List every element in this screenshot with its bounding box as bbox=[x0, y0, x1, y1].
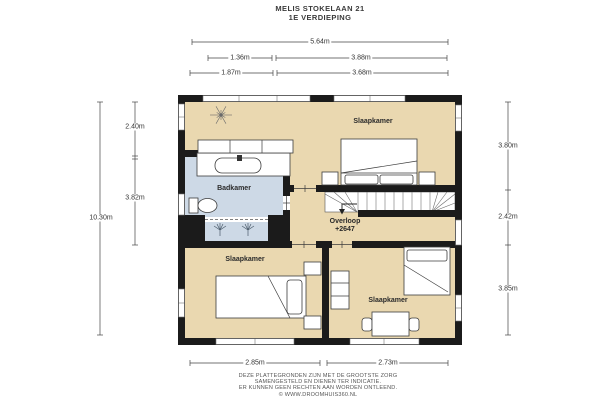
window bbox=[179, 194, 185, 215]
room-label-bedroom-top: Slaapkamer bbox=[353, 118, 393, 125]
dim-right-upper: 3.80m bbox=[498, 142, 518, 150]
dim-bottom-left: 2.85m bbox=[245, 359, 265, 367]
disclaimer-line: © WWW.DROOMHUIS360.NL bbox=[278, 391, 358, 398]
disclaimer-line: DEZE PLATTEGRONDEN ZIJN MET DE GROOTSTE ZORG bbox=[238, 373, 398, 379]
window bbox=[203, 96, 310, 102]
window bbox=[456, 105, 462, 131]
dim-right-middle: 2.42m bbox=[498, 213, 518, 221]
window bbox=[334, 96, 405, 102]
room-label-landing bbox=[330, 218, 361, 234]
room-label-bathroom: Badkamer bbox=[217, 185, 251, 192]
footer-disclaimer bbox=[132, 373, 504, 398]
room-label-bedroom-bottom-right: Slaapkamer bbox=[368, 297, 408, 304]
window bbox=[456, 220, 462, 245]
dim-top-row3-left: 1.87m bbox=[221, 69, 241, 77]
nightstand bbox=[304, 262, 321, 275]
dim-bottom-right: 2.73m bbox=[378, 359, 398, 367]
window bbox=[179, 104, 185, 130]
dim-top-row2-left: 1.36m bbox=[230, 54, 250, 62]
dim-left-total: 10.30m bbox=[89, 214, 113, 222]
window bbox=[350, 339, 419, 345]
dim-top-row2-right: 3.88m bbox=[351, 54, 371, 62]
landing-name: Overloop bbox=[329, 218, 361, 225]
window bbox=[179, 289, 185, 317]
double-bed bbox=[341, 139, 417, 185]
chair bbox=[362, 318, 372, 331]
disclaimer-line: SAMENGESTELD EN DIENEN TER INDICATIE. bbox=[254, 379, 382, 386]
dim-left-lower: 3.82m bbox=[125, 194, 145, 202]
dim-right-lower: 3.85m bbox=[498, 285, 518, 293]
window bbox=[456, 295, 462, 321]
door-opening bbox=[283, 196, 290, 210]
desk bbox=[372, 312, 409, 336]
disclaimer-line: ER KUNNEN GEEN RECHTEN AAN WORDEN ONTLEEND. bbox=[238, 385, 398, 392]
title-floor: 1E VERDIEPING bbox=[288, 13, 352, 22]
single-bed-left bbox=[216, 276, 306, 318]
nightstand bbox=[322, 172, 338, 185]
single-bed-right bbox=[404, 247, 450, 295]
landing-level: +2647 bbox=[335, 226, 355, 233]
title-address: MELIS STOKELAAN 21 bbox=[275, 4, 365, 13]
dim-left-upper: 2.40m bbox=[125, 123, 145, 131]
chair bbox=[409, 318, 419, 331]
wardrobe bbox=[331, 271, 349, 309]
window bbox=[216, 339, 294, 345]
nightstand bbox=[304, 316, 321, 329]
dim-top-total: 5.64m bbox=[310, 38, 330, 46]
dim-top-row3-right: 3.68m bbox=[352, 69, 372, 77]
nightstand bbox=[419, 172, 435, 185]
toilet-icon bbox=[189, 198, 217, 213]
sink-vanity-icon bbox=[197, 153, 290, 176]
wardrobe bbox=[198, 140, 293, 153]
room-label-bedroom-bottom-left: Slaapkamer bbox=[225, 256, 265, 263]
